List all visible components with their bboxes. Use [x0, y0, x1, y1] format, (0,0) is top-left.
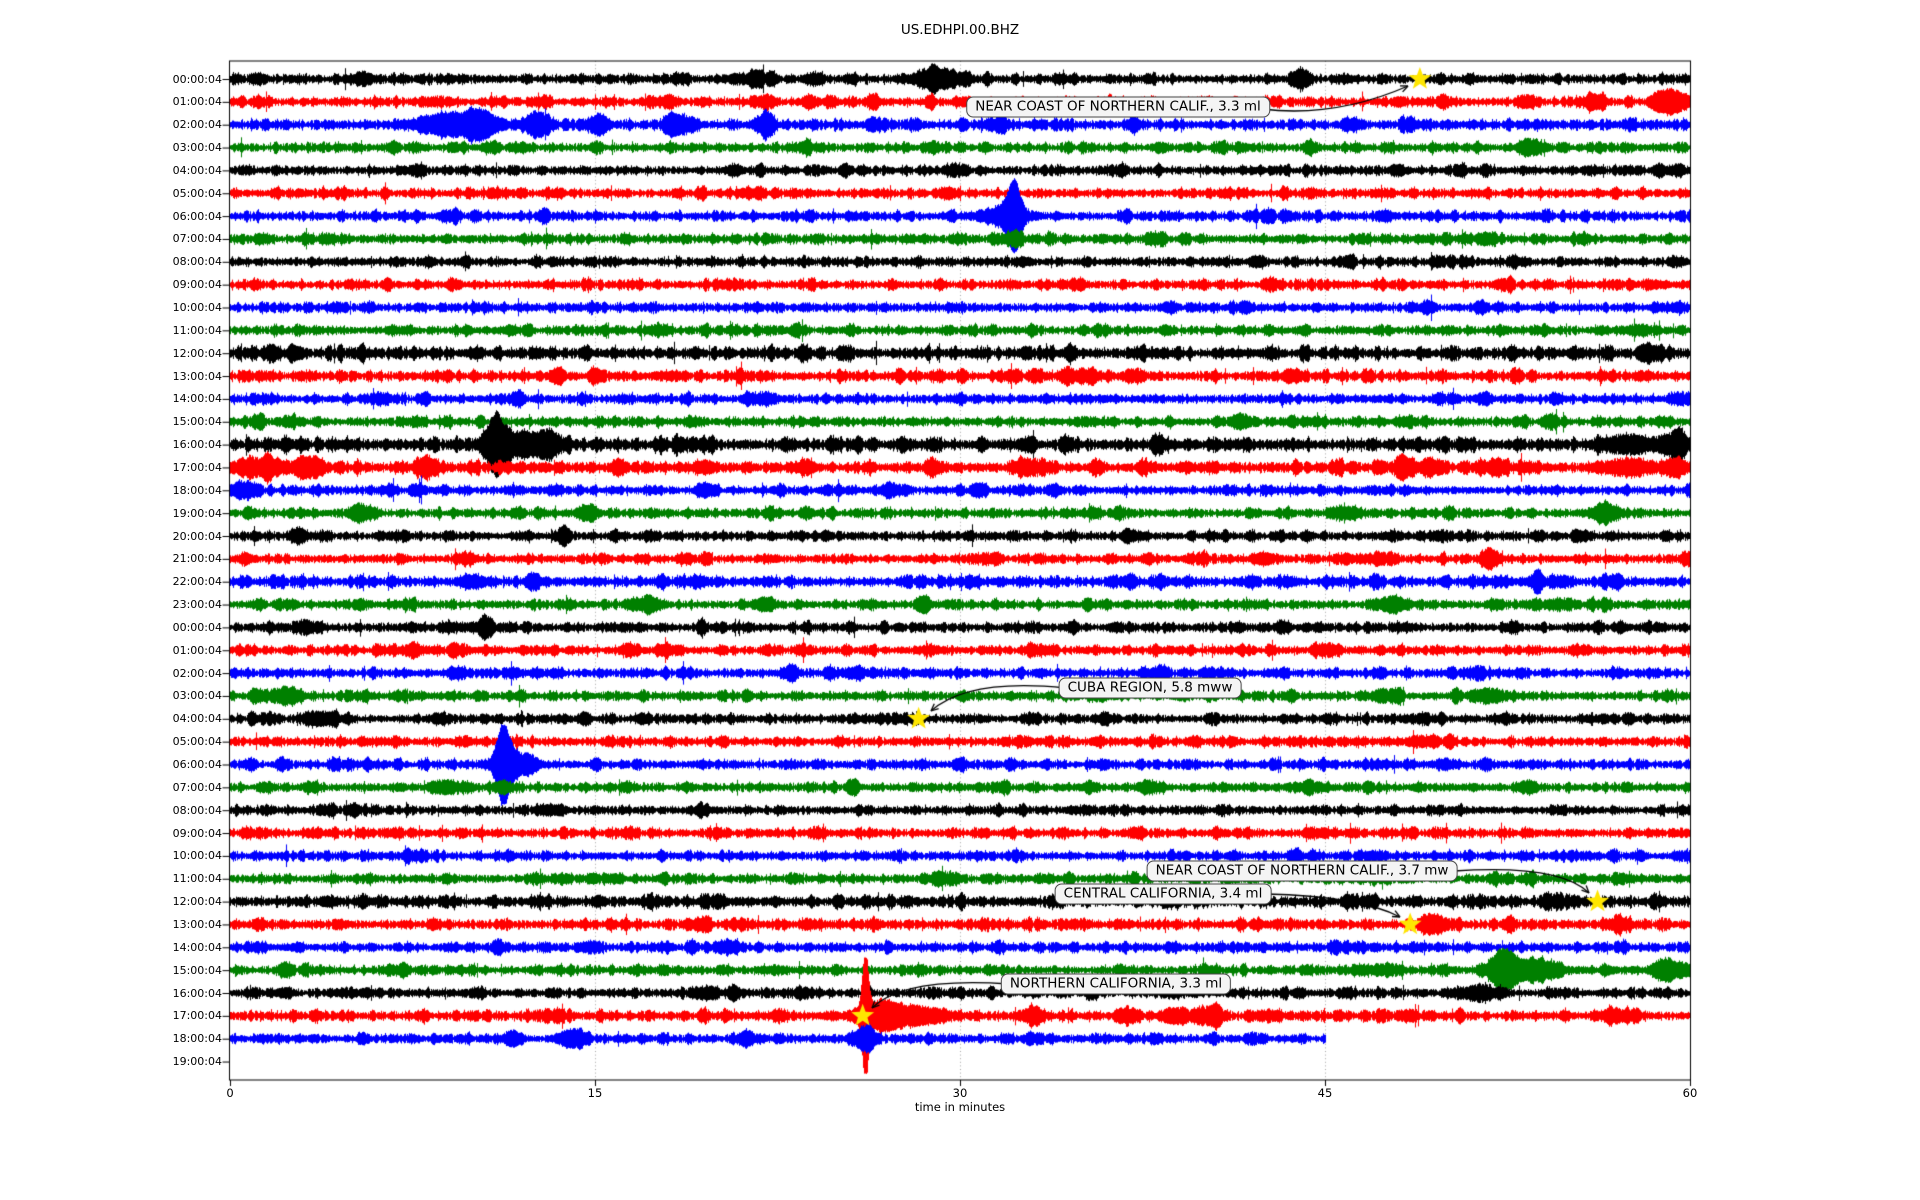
y-tick-label: 08:00:04: [172, 803, 222, 817]
y-tick-label: 16:00:04: [172, 438, 222, 452]
x-tick-label: 30: [952, 1086, 968, 1100]
y-tick-label: 16:00:04: [172, 986, 222, 1000]
y-tick-label: 07:00:04: [172, 232, 222, 246]
y-tick-label: 05:00:04: [172, 186, 222, 200]
y-tick-label: 11:00:04: [172, 323, 222, 337]
y-tick-label: 14:00:04: [172, 392, 222, 406]
y-tick-label: 12:00:04: [172, 895, 222, 909]
y-tick-label: 22:00:04: [172, 575, 222, 589]
x-tick-label: 60: [1682, 1086, 1698, 1100]
y-tick-label: 23:00:04: [172, 598, 222, 612]
figure-title: US.EDHPI.00.BHZ: [900, 22, 1020, 38]
y-tick-label: 17:00:04: [172, 1009, 222, 1023]
y-tick-label: 09:00:04: [172, 278, 222, 292]
event-annotation-label: CUBA REGION, 5.8 mww: [1059, 678, 1242, 699]
event-annotation-label: CENTRAL CALIFORNIA, 3.4 ml: [1055, 884, 1272, 905]
y-tick-label: 10:00:04: [172, 849, 222, 863]
y-tick-label: 06:00:04: [172, 209, 222, 223]
y-tick-label: 03:00:04: [172, 689, 222, 703]
y-tick-label: 13:00:04: [172, 369, 222, 383]
y-tick-label: 18:00:04: [172, 1032, 222, 1046]
y-tick-label: 12:00:04: [172, 346, 222, 360]
y-tick-label: 20:00:04: [172, 529, 222, 543]
y-tick-label: 11:00:04: [172, 872, 222, 886]
y-tick-label: 21:00:04: [172, 552, 222, 566]
y-tick-label: 18:00:04: [172, 483, 222, 497]
y-tick-label: 10:00:04: [172, 301, 222, 314]
y-tick-label: 09:00:04: [172, 826, 222, 840]
y-tick-label: 02:00:04: [172, 118, 222, 132]
y-tick-label: 06:00:04: [172, 758, 222, 771]
y-tick-label: 00:00:04: [172, 620, 222, 634]
y-tick-label: 04:00:04: [172, 163, 222, 177]
y-tick-label: 19:00:04: [172, 506, 222, 520]
y-tick-label: 13:00:04: [172, 917, 222, 931]
y-tick-label: 14:00:04: [172, 940, 222, 954]
y-tick-label: 01:00:04: [172, 643, 222, 657]
x-tick-label: 0: [226, 1086, 234, 1100]
y-tick-label: 02:00:04: [172, 666, 222, 680]
y-tick-label: 08:00:04: [172, 255, 222, 269]
y-tick-label: 15:00:04: [172, 963, 222, 977]
event-annotation-label: NEAR COAST OF NORTHERN CALIF., 3.7 mw: [1147, 861, 1458, 882]
y-tick-label: 00:00:04: [172, 72, 222, 86]
event-annotation-label: NEAR COAST OF NORTHERN CALIF., 3.3 ml: [966, 97, 1270, 118]
y-tick-label: 17:00:04: [172, 460, 222, 474]
y-tick-label: 15:00:04: [172, 415, 222, 429]
x-tick-label: 15: [587, 1086, 603, 1100]
y-tick-label: 04:00:04: [172, 712, 222, 726]
y-tick-label: 01:00:04: [172, 95, 222, 109]
y-tick-label: 19:00:04: [172, 1055, 222, 1069]
x-axis-title: time in minutes: [914, 1100, 1006, 1114]
y-tick-label: 07:00:04: [172, 780, 222, 794]
y-tick-label: 05:00:04: [172, 735, 222, 749]
y-tick-label: 03:00:04: [172, 141, 222, 155]
event-annotation-label: NORTHERN CALIFORNIA, 3.3 ml: [1001, 974, 1231, 995]
x-tick-label: 45: [1317, 1086, 1333, 1100]
